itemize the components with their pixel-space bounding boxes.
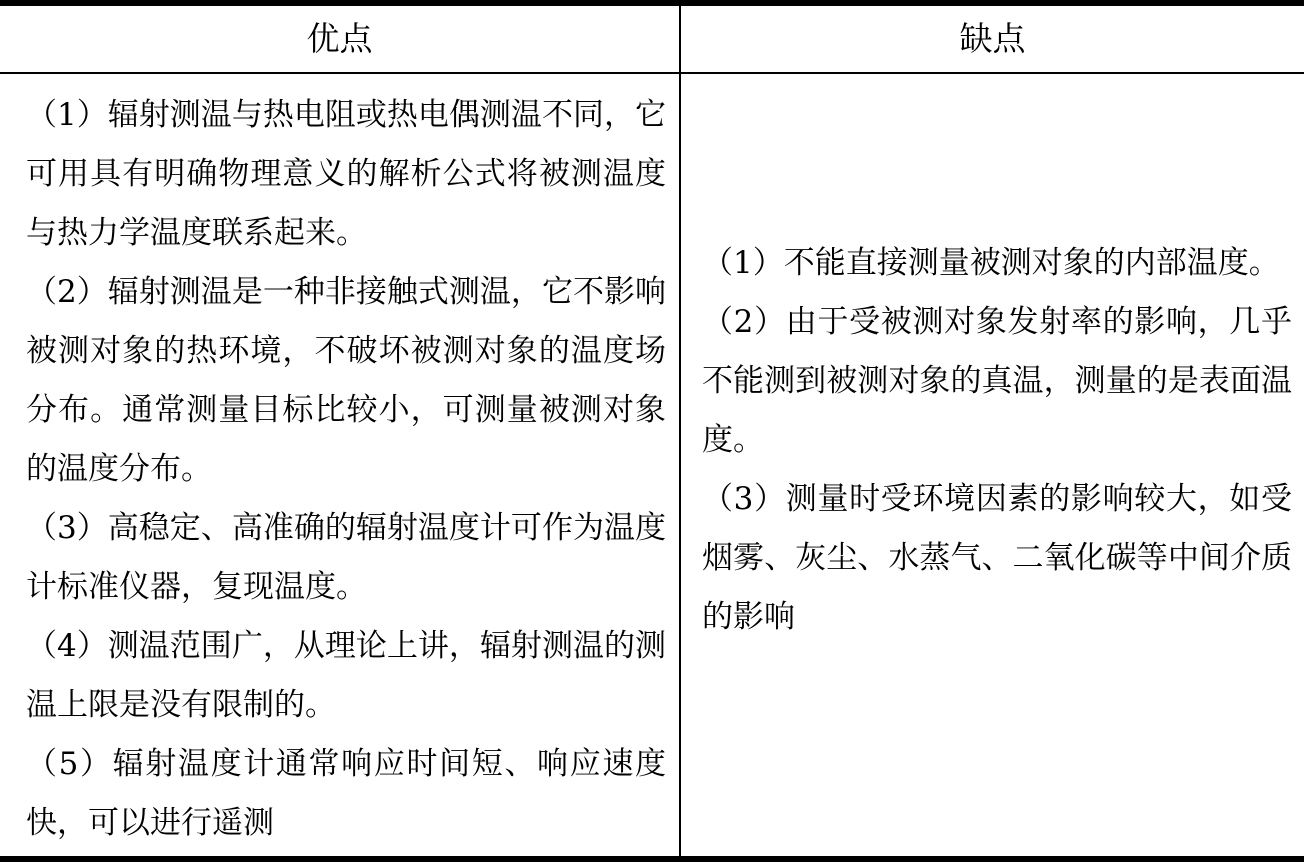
advantages-cell [26, 86, 666, 853]
table-header-row [0, 6, 1304, 74]
disadvantage-item-1: （1）不能直接测量被测对象的内部温度。 [702, 245, 1280, 281]
advantage-item-5: （5）辐射温度计通常响应时间短、响应速度快，可以进行遥测 [26, 746, 666, 841]
disadvantage-item-2: （2）由于受被测对象发射率的影响，几乎不能测到被测对象的真温，测量的是表面温度。 [702, 304, 1292, 458]
header-advantages: 优点 [306, 19, 373, 58]
column-divider [679, 6, 681, 856]
disadvantage-item-3: （3）测量时受环境因素的影响较大，如受烟雾、灰尘、水蒸气、二氧化碳等中间介质的影响 [702, 481, 1292, 635]
advantage-item-1: （1）辐射测温与热电阻或热电偶测温不同，它可用具有明确物理意义的解析公式将被测温度与热力学温度联系起来。 [26, 97, 666, 251]
header-disadvantages: 缺点 [959, 19, 1026, 58]
disadvantages-cell [702, 234, 1292, 647]
advantage-item-2: （2）辐射测温是一种非接触式测温，它不影响被测对象的热环境，不破坏被测对象的温度场分布。通常测量目标比较小，可测量被测对象的温度分布。 [26, 274, 666, 487]
advantage-item-4: （4）测温范围广，从理论上讲，辐射测温的测温上限是没有限制的。 [26, 628, 666, 723]
advantage-item-3: （3）高稳定、高准确的辐射温度计可作为温度计标准仪器，复现温度。 [26, 510, 666, 605]
